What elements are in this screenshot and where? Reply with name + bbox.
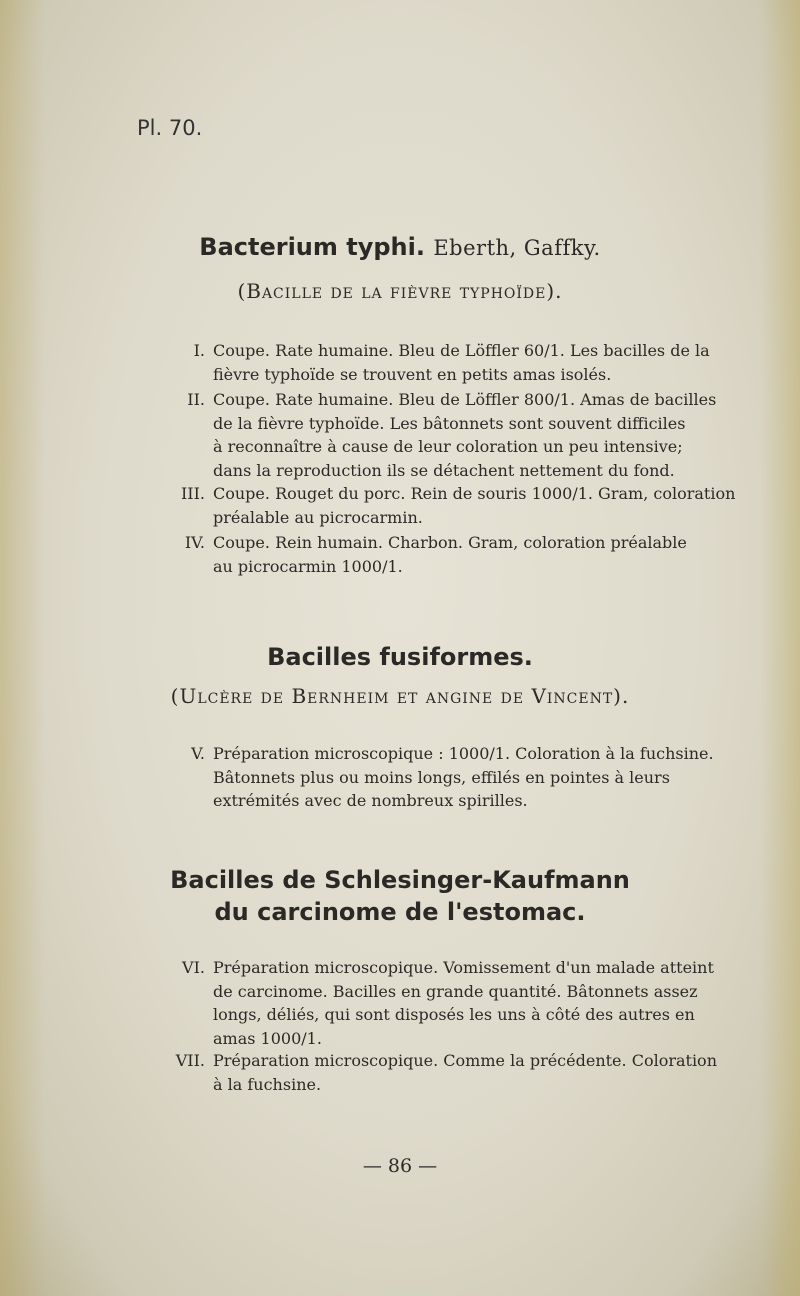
section-title-bacterium-typhi (0, 233, 800, 261)
section-title-text: Bacterium typhi. (199, 233, 425, 261)
entry-line: au picrocarmin 1000/1. (213, 556, 403, 576)
entry-line: de carcinome. Bacilles en grande quantité. Bâtonnets assez (213, 981, 698, 1001)
entry-line: préalable au picrocarmin. (213, 507, 423, 527)
entry-line: Coupe. Rouget du porc. Rein de souris 1000/1. Gram, coloration (213, 484, 736, 503)
entry-line: dans la reproduction ils se détachent nettement du fond. (213, 460, 675, 480)
entry-number: VI. (182, 958, 205, 977)
entry-line: à la fuchsine. (213, 1074, 322, 1094)
section-subtitle-typhoid: (Bacille de la fièvre typhoïde). (237, 279, 563, 303)
entry-line: longs, déliés, qui sont disposés les uns à côté des autres en (213, 1005, 695, 1024)
entry-number: VII. (175, 1051, 205, 1070)
entry-line: Préparation microscopique : 1000/1. Coloration à la fuchsine. (213, 744, 714, 763)
entry-line: Coupe. Rate humaine. Bleu de Löffler 800/1. Amas de bacilles (213, 390, 717, 409)
section-authors: Eberth, Gaffky. (433, 236, 601, 260)
entry-line: amas 1000/1. (213, 1028, 322, 1048)
section-title-bacilles-fusiformes: Bacilles fusiformes. (267, 643, 533, 671)
plate-number: Pl. 70. (137, 116, 203, 140)
section-subtitle-vincent: (Ulcère de Bernheim et angine de Vincent). (170, 684, 630, 708)
entry-number: V. (191, 744, 205, 763)
entry-line: de la fièvre typhoïde. Les bâtonnets sont souvent difficiles (213, 413, 686, 433)
entry-number: III. (180, 484, 205, 503)
entry-line: Préparation microscopique. Comme la précédente. Coloration (213, 1051, 717, 1070)
page-number: — 86 — (362, 1155, 438, 1177)
entry-number: I. (193, 341, 205, 360)
section-title-schlesinger-kaufmann: Bacilles de Schlesinger-Kaufmann (170, 866, 630, 894)
entry-number: IV. (184, 533, 205, 552)
entry-line: extrémités avec de nombreux spirilles. (213, 791, 528, 810)
entry-number: II. (187, 390, 205, 409)
section-title-carcinome: du carcinome de l'estomac. (214, 898, 586, 926)
entry-line: Bâtonnets plus ou moins longs, effilés en pointes à leurs (213, 767, 670, 787)
entry-line: à reconnaître à cause de leur coloration un peu intensive; (213, 437, 683, 456)
entry-line: Coupe. Rein humain. Charbon. Gram, coloration préalable (213, 533, 687, 552)
entry-line: Coupe. Rate humaine. Bleu de Löffler 60/1. Les bacilles de la (213, 341, 710, 360)
entry-line: Préparation microscopique. Vomissement d'un malade atteint (213, 958, 714, 977)
entry-line: fièvre typhoïde se trouvent en petits amas isolés. (213, 364, 612, 384)
